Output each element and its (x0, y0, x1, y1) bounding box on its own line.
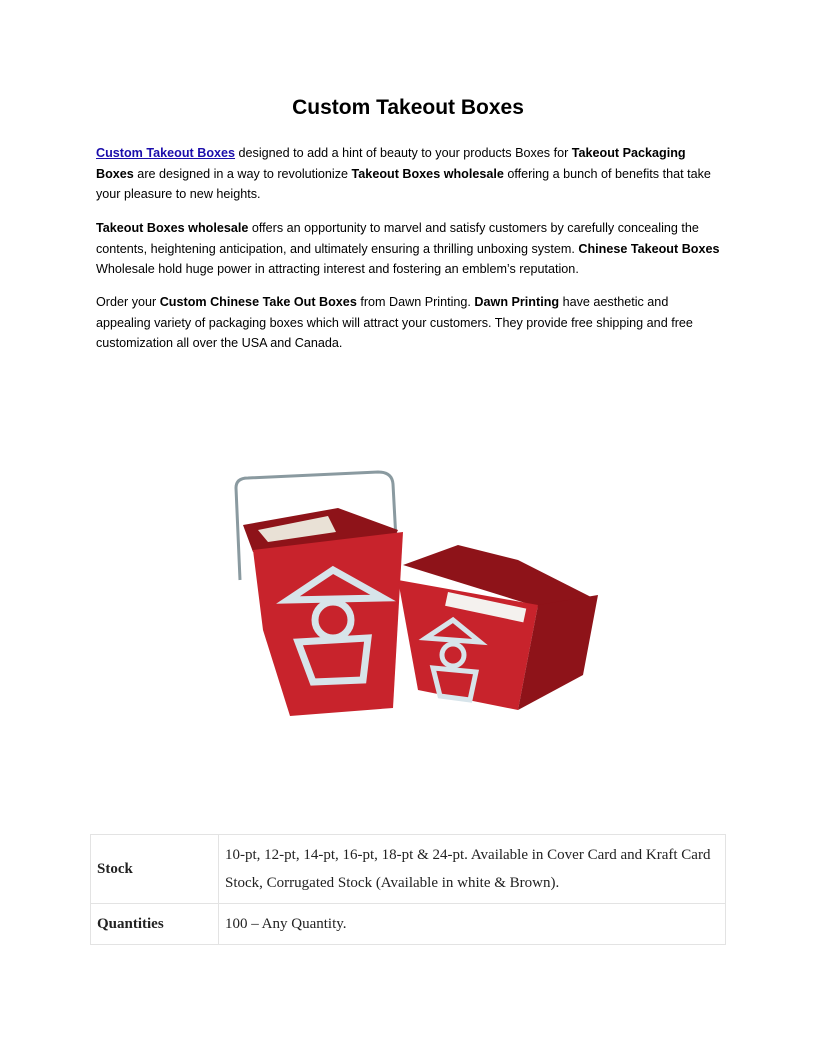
text-span: have aesthetic and appealing variety of packaging boxes which will attract your customers. They provide free shipping and free customization all over the USA and Canada. (96, 295, 693, 350)
intro-paragraph (96, 143, 724, 205)
page-title: Custom Takeout Boxes (292, 96, 524, 119)
text-span: Order your (96, 295, 160, 309)
order-paragraph (96, 292, 724, 354)
wholesale-paragraph (96, 218, 724, 280)
takeout-boxes-image (218, 470, 608, 720)
bold-phrase: Takeout Boxes wholesale (351, 166, 504, 181)
stock-label: Stock (91, 835, 219, 904)
table-row (91, 904, 726, 945)
quantities-value: 100 – Any Quantity. (219, 904, 726, 945)
bold-phrase: Custom Chinese Take Out Boxes (159, 295, 357, 309)
quantities-label: Quantities (91, 904, 219, 945)
stock-value: 10-pt, 12-pt, 14-pt, 16-pt, 18-pt & 24-pt. Available in Cover Card and Kraft Card Stock, Corrugated Stock (Available in white & Brown). (219, 835, 726, 904)
table-row (91, 835, 726, 904)
text-span: Wholesale hold huge power in attracting interest and fostering an emblem’s reputation. (96, 262, 579, 276)
left-box-front (253, 532, 403, 716)
text-span: designed to add a hint of beauty to your products Boxes for (235, 146, 572, 160)
bold-phrase: Chinese Takeout Boxes (578, 241, 720, 256)
bold-phrase: Takeout Boxes wholesale (96, 221, 249, 235)
custom-takeout-boxes-link[interactable]: Custom Takeout Boxes (96, 146, 236, 160)
text-span: are designed in a way to revolutionize (133, 166, 352, 181)
text-span: from Dawn Printing. (356, 295, 475, 309)
specs-table (90, 834, 726, 945)
text-span: offers an opportunity to marvel and satisfy customers by carefully concealing the contents, heightening anticipation, and ultimately ensuring a thrilling unboxing system. (96, 221, 699, 256)
text-span: offering a bunch of benefits that take your pleasure to new heights. (96, 166, 711, 201)
bold-phrase: Takeout Packaging Boxes (96, 146, 686, 181)
bold-phrase: Dawn Printing (474, 295, 560, 309)
